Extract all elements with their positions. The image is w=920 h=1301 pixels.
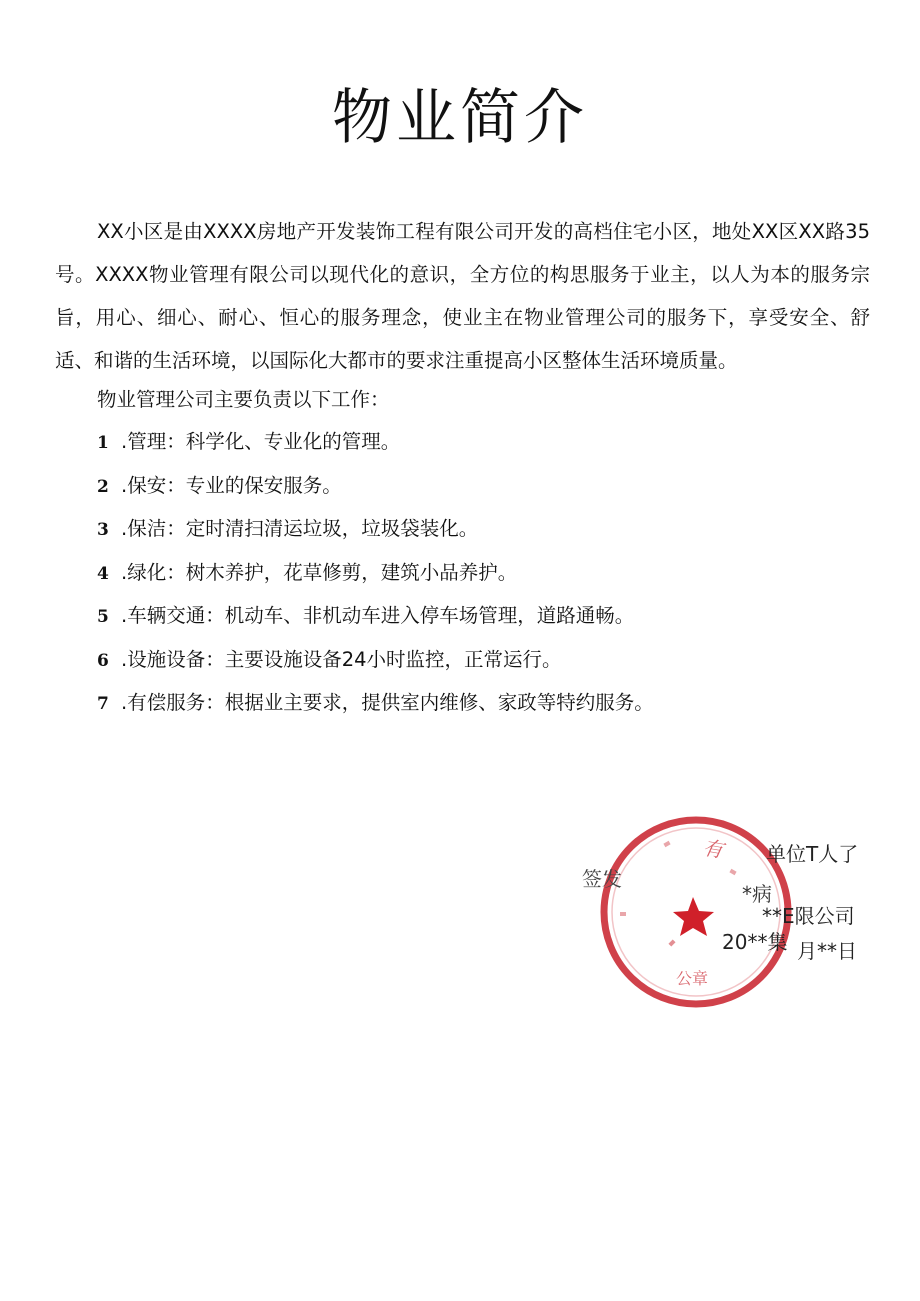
item-number: 4 [97,563,109,584]
list-item [97,421,654,465]
item-text: .绿化：树木养护，花草修剪，建筑小品养护。 [121,560,518,584]
item-text: .管理：科学化、专业化的管理。 [121,430,401,453]
item-number: 1 [97,433,109,453]
list-item [97,682,654,726]
seal-top-text: 有 [701,835,725,863]
intro-paragraph: XX小区是由XXXX房地产开发装饰工程有限公司开发的高档住宅小区，地处XX区XX路35号。XXXX物业管理有限公司以现代化的意识，全方位的构思服务于业主，以人为本的服务宗旨，用心、细心、耐心、恒心的服务理念，使业主在物业管理公司的服务下，享受安全、舒适、和谐的生活环境，以国际化大都市的要求注重提高小区整体生活环境质量。 [55,220,870,372]
item-number: 2 [97,476,109,497]
seal-bottom-text: 公章 [676,969,709,988]
signature-sign: 签发 [582,867,622,891]
duties-intro: 物业管理公司主要负责以下工作： [97,388,390,411]
list-item [97,552,654,596]
seal-star-icon [673,897,714,936]
signature-year: 20**集 [722,930,788,954]
signature-date: 月**日 [797,939,857,963]
item-text: .车辆交通：机动车、非机动车进入停车场管理，道路通畅。 [121,604,635,627]
item-number: 7 [97,694,109,714]
item-text: .保安：专业的保安服务。 [121,473,342,497]
item-text: .有偿服务：根据业主要求，提供室内维修、家政等特约服务。 [121,691,654,714]
item-text: .设施设备：主要设施设备24小时监控，正常运行。 [121,647,562,671]
list-item [97,465,654,509]
document-title: 物业简介 [332,83,588,153]
signature-unit: 单位T人了 [766,842,859,866]
list-item [97,508,654,552]
item-number: 5 [97,607,109,627]
item-text: .保洁：定时清扫清运垃圾，垃圾袋装化。 [121,517,479,540]
signature-mark: *病 [742,882,772,906]
item-number: 6 [97,650,109,671]
item-number: 3 [97,520,109,540]
duties-list [97,421,654,726]
signature-company: **E限公司 [762,904,855,928]
list-item [97,639,654,683]
list-item [97,595,654,639]
